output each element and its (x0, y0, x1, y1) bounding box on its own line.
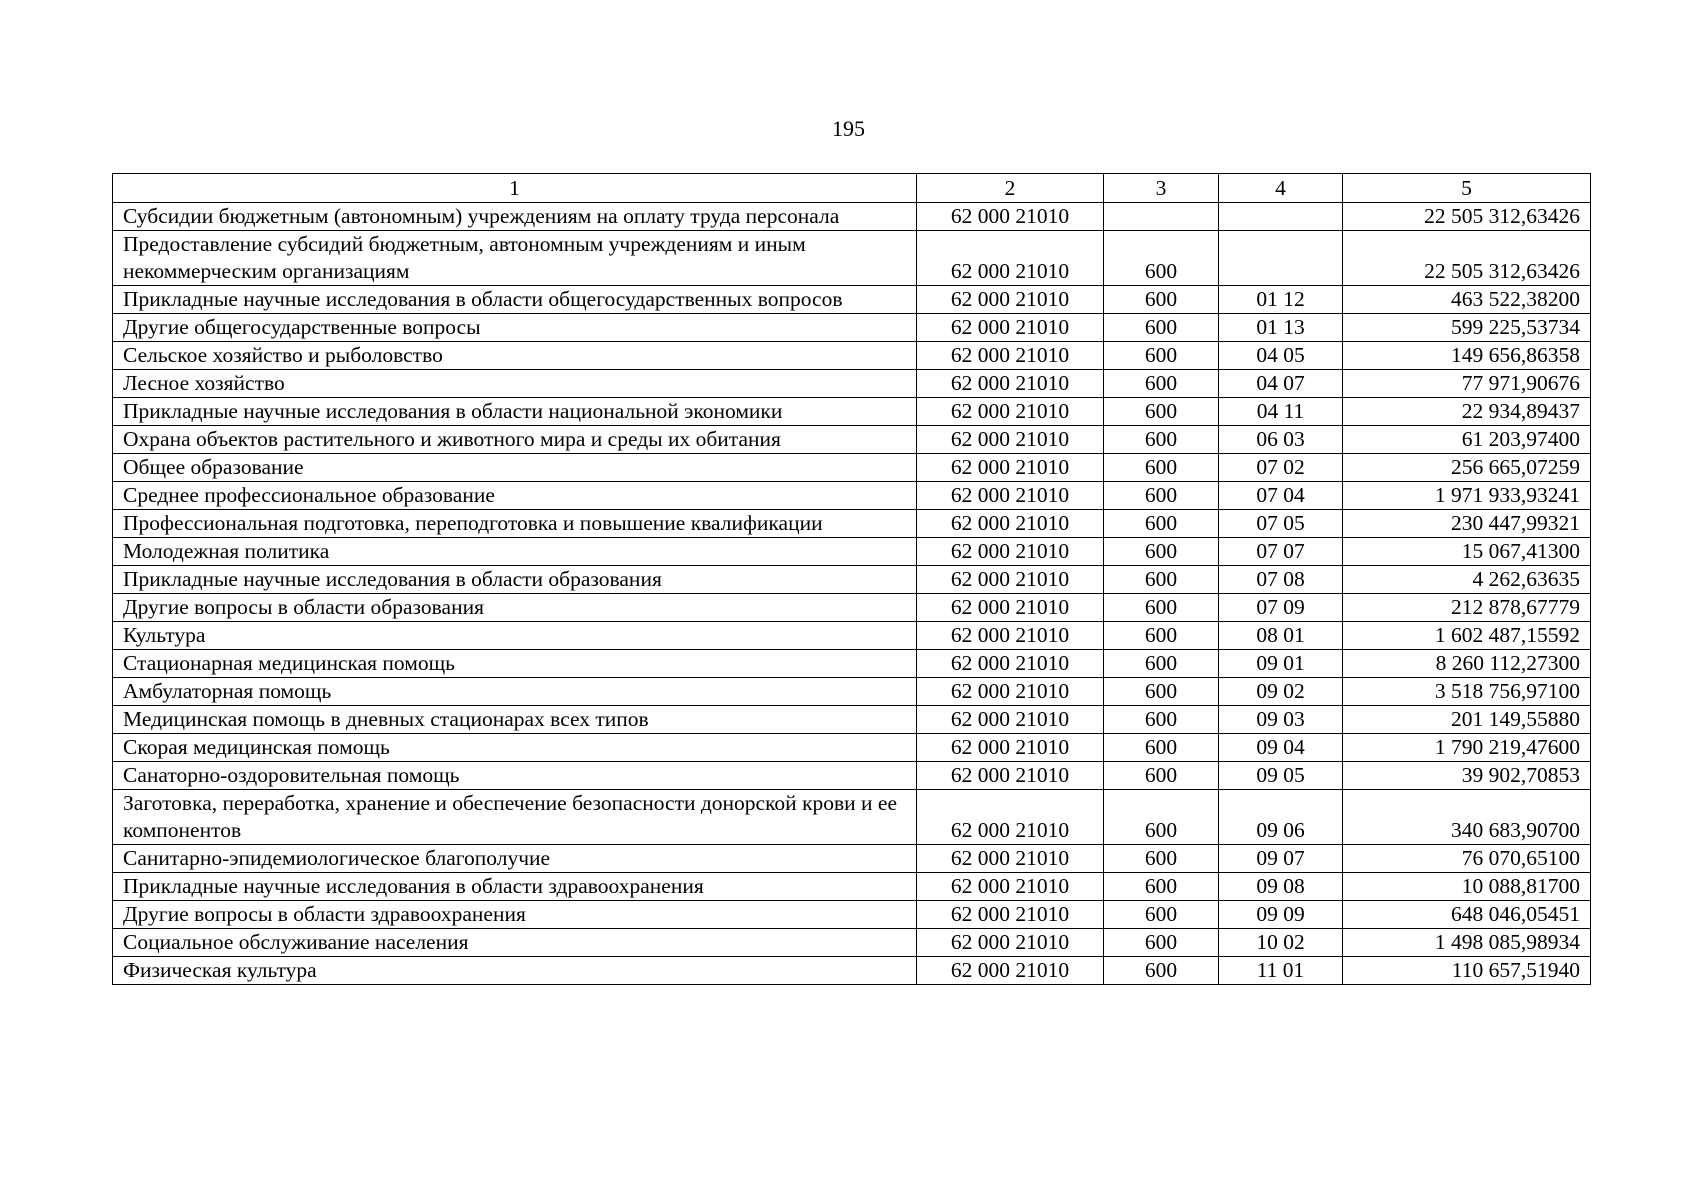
table-row (113, 510, 1591, 538)
row-section-cell: 09 09 (1219, 901, 1343, 929)
row-expense-type-cell: 600 (1104, 929, 1219, 957)
table-row (113, 231, 1591, 286)
row-amount-cell: 599 225,53734 (1343, 314, 1591, 342)
table-row (113, 873, 1591, 901)
row-name-cell: Заготовка, переработка, хранение и обеспечение безопасности донорской крови и ее компонентов (113, 790, 917, 845)
table-row (113, 706, 1591, 734)
row-amount-cell: 1 971 933,93241 (1343, 482, 1591, 510)
row-name-cell: Прикладные научные исследования в области здравоохранения (113, 873, 917, 901)
table-row (113, 845, 1591, 873)
row-name-cell: Прикладные научные исследования в области национальной экономики (113, 398, 917, 426)
row-amount-cell: 3 518 756,97100 (1343, 678, 1591, 706)
row-expense-type-cell: 600 (1104, 678, 1219, 706)
row-section-cell: 09 03 (1219, 706, 1343, 734)
row-expense-type-cell: 600 (1104, 454, 1219, 482)
row-section-cell: 09 02 (1219, 678, 1343, 706)
table-row (113, 929, 1591, 957)
row-code-cell: 62 000 21010 (917, 231, 1104, 286)
row-name-cell: Субсидии бюджетным (автономным) учреждениям на оплату труда персонала (113, 203, 917, 231)
row-amount-cell: 10 088,81700 (1343, 873, 1591, 901)
table-row (113, 650, 1591, 678)
row-code-cell: 62 000 21010 (917, 203, 1104, 231)
row-name-cell: Предоставление субсидий бюджетным, автономным учреждениям и иным некоммерческим организациям (113, 231, 917, 286)
row-section-cell: 07 07 (1219, 538, 1343, 566)
column-header-5: 5 (1343, 174, 1591, 203)
row-amount-cell: 39 902,70853 (1343, 762, 1591, 790)
row-amount-cell: 648 046,05451 (1343, 901, 1591, 929)
row-amount-cell: 1 790 219,47600 (1343, 734, 1591, 762)
row-section-cell: 09 01 (1219, 650, 1343, 678)
column-header-3: 3 (1104, 174, 1219, 203)
row-amount-cell: 61 203,97400 (1343, 426, 1591, 454)
row-name-cell: Среднее профессиональное образование (113, 482, 917, 510)
row-code-cell: 62 000 21010 (917, 370, 1104, 398)
row-amount-cell: 110 657,51940 (1343, 957, 1591, 985)
row-expense-type-cell (1104, 203, 1219, 231)
row-amount-cell: 201 149,55880 (1343, 706, 1591, 734)
row-expense-type-cell: 600 (1104, 426, 1219, 454)
table-row (113, 790, 1591, 845)
row-code-cell: 62 000 21010 (917, 762, 1104, 790)
row-expense-type-cell: 600 (1104, 370, 1219, 398)
row-code-cell: 62 000 21010 (917, 957, 1104, 985)
row-section-cell: 07 04 (1219, 482, 1343, 510)
row-amount-cell: 15 067,41300 (1343, 538, 1591, 566)
row-amount-cell: 256 665,07259 (1343, 454, 1591, 482)
row-code-cell: 62 000 21010 (917, 734, 1104, 762)
row-section-cell (1219, 231, 1343, 286)
row-name-cell: Физическая культура (113, 957, 917, 985)
row-expense-type-cell: 600 (1104, 482, 1219, 510)
row-amount-cell: 77 971,90676 (1343, 370, 1591, 398)
row-amount-cell: 1 498 085,98934 (1343, 929, 1591, 957)
row-code-cell: 62 000 21010 (917, 286, 1104, 314)
row-expense-type-cell: 600 (1104, 510, 1219, 538)
row-section-cell: 08 01 (1219, 622, 1343, 650)
row-amount-cell: 4 262,63635 (1343, 566, 1591, 594)
row-expense-type-cell: 600 (1104, 957, 1219, 985)
row-code-cell: 62 000 21010 (917, 426, 1104, 454)
table-row (113, 342, 1591, 370)
row-section-cell: 09 04 (1219, 734, 1343, 762)
row-code-cell: 62 000 21010 (917, 510, 1104, 538)
row-expense-type-cell: 600 (1104, 594, 1219, 622)
row-code-cell: 62 000 21010 (917, 901, 1104, 929)
row-name-cell: Профессиональная подготовка, переподготовка и повышение квалификации (113, 510, 917, 538)
row-amount-cell: 8 260 112,27300 (1343, 650, 1591, 678)
row-expense-type-cell: 600 (1104, 734, 1219, 762)
column-header-1: 1 (113, 174, 917, 203)
row-expense-type-cell: 600 (1104, 706, 1219, 734)
row-name-cell: Лесное хозяйство (113, 370, 917, 398)
row-code-cell: 62 000 21010 (917, 650, 1104, 678)
table-body (113, 203, 1591, 985)
row-expense-type-cell: 600 (1104, 901, 1219, 929)
row-name-cell: Прикладные научные исследования в области общегосударственных вопросов (113, 286, 917, 314)
row-code-cell: 62 000 21010 (917, 454, 1104, 482)
row-code-cell: 62 000 21010 (917, 398, 1104, 426)
row-expense-type-cell: 600 (1104, 538, 1219, 566)
column-header-2: 2 (917, 174, 1104, 203)
row-code-cell: 62 000 21010 (917, 622, 1104, 650)
row-amount-cell: 22 934,89437 (1343, 398, 1591, 426)
row-section-cell: 01 13 (1219, 314, 1343, 342)
row-name-cell: Скорая медицинская помощь (113, 734, 917, 762)
row-name-cell: Другие общегосударственные вопросы (113, 314, 917, 342)
row-expense-type-cell: 600 (1104, 622, 1219, 650)
budget-table (112, 173, 1591, 985)
table-row (113, 734, 1591, 762)
row-section-cell: 07 02 (1219, 454, 1343, 482)
row-name-cell: Санитарно-эпидемиологическое благополучие (113, 845, 917, 873)
table-row (113, 203, 1591, 231)
page-number: 195 (832, 116, 865, 141)
table-header-row (113, 174, 1591, 203)
row-code-cell: 62 000 21010 (917, 929, 1104, 957)
row-section-cell: 04 05 (1219, 342, 1343, 370)
row-section-cell: 07 08 (1219, 566, 1343, 594)
row-amount-cell: 1 602 487,15592 (1343, 622, 1591, 650)
row-code-cell: 62 000 21010 (917, 845, 1104, 873)
column-header-4: 4 (1219, 174, 1343, 203)
row-name-cell: Другие вопросы в области здравоохранения (113, 901, 917, 929)
row-section-cell (1219, 203, 1343, 231)
row-expense-type-cell: 600 (1104, 650, 1219, 678)
row-name-cell: Санаторно-оздоровительная помощь (113, 762, 917, 790)
row-code-cell: 62 000 21010 (917, 873, 1104, 901)
row-expense-type-cell: 600 (1104, 873, 1219, 901)
table-row (113, 901, 1591, 929)
row-amount-cell: 22 505 312,63426 (1343, 203, 1591, 231)
row-expense-type-cell: 600 (1104, 314, 1219, 342)
row-name-cell: Другие вопросы в области образования (113, 594, 917, 622)
row-name-cell: Прикладные научные исследования в области образования (113, 566, 917, 594)
table-row (113, 594, 1591, 622)
row-section-cell: 09 06 (1219, 790, 1343, 845)
row-section-cell: 11 01 (1219, 957, 1343, 985)
row-expense-type-cell: 600 (1104, 790, 1219, 845)
row-code-cell: 62 000 21010 (917, 678, 1104, 706)
table-row (113, 426, 1591, 454)
row-expense-type-cell: 600 (1104, 762, 1219, 790)
row-code-cell: 62 000 21010 (917, 538, 1104, 566)
row-code-cell: 62 000 21010 (917, 482, 1104, 510)
row-section-cell: 09 05 (1219, 762, 1343, 790)
row-name-cell: Охрана объектов растительного и животного мира и среды их обитания (113, 426, 917, 454)
row-name-cell: Социальное обслуживание населения (113, 929, 917, 957)
row-expense-type-cell: 600 (1104, 342, 1219, 370)
row-code-cell: 62 000 21010 (917, 566, 1104, 594)
row-name-cell: Сельское хозяйство и рыболовство (113, 342, 917, 370)
row-expense-type-cell: 600 (1104, 286, 1219, 314)
row-amount-cell: 76 070,65100 (1343, 845, 1591, 873)
table-row (113, 370, 1591, 398)
row-section-cell: 01 12 (1219, 286, 1343, 314)
row-expense-type-cell: 600 (1104, 566, 1219, 594)
row-section-cell: 07 09 (1219, 594, 1343, 622)
row-amount-cell: 212 878,67779 (1343, 594, 1591, 622)
row-code-cell: 62 000 21010 (917, 342, 1104, 370)
table-row (113, 398, 1591, 426)
table-row (113, 538, 1591, 566)
row-code-cell: 62 000 21010 (917, 790, 1104, 845)
row-section-cell: 09 08 (1219, 873, 1343, 901)
row-name-cell: Культура (113, 622, 917, 650)
row-code-cell: 62 000 21010 (917, 314, 1104, 342)
row-section-cell: 04 07 (1219, 370, 1343, 398)
table-row (113, 762, 1591, 790)
row-amount-cell: 230 447,99321 (1343, 510, 1591, 538)
row-name-cell: Общее образование (113, 454, 917, 482)
row-section-cell: 07 05 (1219, 510, 1343, 538)
row-name-cell: Стационарная медицинская помощь (113, 650, 917, 678)
row-amount-cell: 340 683,90700 (1343, 790, 1591, 845)
row-section-cell: 06 03 (1219, 426, 1343, 454)
table-row (113, 454, 1591, 482)
row-name-cell: Медицинская помощь в дневных стационарах всех типов (113, 706, 917, 734)
row-code-cell: 62 000 21010 (917, 594, 1104, 622)
row-expense-type-cell: 600 (1104, 845, 1219, 873)
row-code-cell: 62 000 21010 (917, 706, 1104, 734)
row-expense-type-cell: 600 (1104, 398, 1219, 426)
row-amount-cell: 22 505 312,63426 (1343, 231, 1591, 286)
table-row (113, 622, 1591, 650)
row-section-cell: 10 02 (1219, 929, 1343, 957)
row-amount-cell: 463 522,38200 (1343, 286, 1591, 314)
table-row (113, 314, 1591, 342)
table-row (113, 678, 1591, 706)
table-row (113, 566, 1591, 594)
row-name-cell: Амбулаторная помощь (113, 678, 917, 706)
row-section-cell: 09 07 (1219, 845, 1343, 873)
row-name-cell: Молодежная политика (113, 538, 917, 566)
table-row (113, 482, 1591, 510)
row-section-cell: 04 11 (1219, 398, 1343, 426)
row-expense-type-cell: 600 (1104, 231, 1219, 286)
table-row (113, 286, 1591, 314)
row-amount-cell: 149 656,86358 (1343, 342, 1591, 370)
table-row (113, 957, 1591, 985)
